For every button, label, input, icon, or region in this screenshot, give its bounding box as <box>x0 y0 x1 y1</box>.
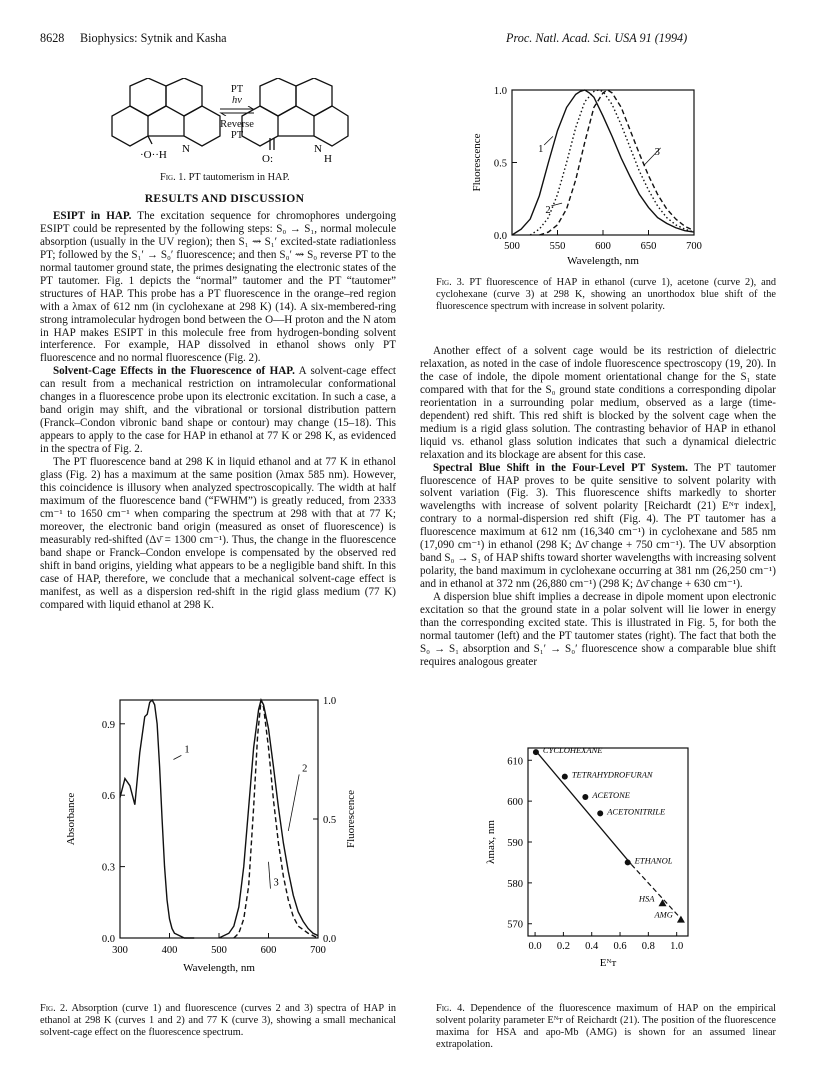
arrow-label-hv: hν <box>232 95 242 106</box>
x-tick-label: 700 <box>310 945 326 956</box>
paragraph-blue-shift-text: The PT tautomer fluorescence of HAP proves to be quite sensitive to solvent polarity with solvent variation (Fig. 3). This fluorescence shifts markedly to shorter wavelengths with increase of solvent polarity [Reichardt (21) Eᴺᴛ index], contrary to a normal-dispersion red shift (Fig. 4). The PT tautomer has a fluorescence maximum at 612 nm (16,340 cm⁻¹) in cyclohexane and 585 nm (17,090 cm⁻¹) in ethanol (298 K; Δν̄ change + 750 cm⁻¹). The UV absorption band S₀ → S₁ of HAP shifts toward shorter wavelengths with increasing solvent polarity, the band maximum in cyclohexane occurring at 381 nm (26,250 cm⁻¹) and in ethanol at 372 nm (26,880 cm⁻¹) (298 K; Δν̄ change + 630 cm⁻¹). <box>420 461 776 591</box>
x-tick-label: 650 <box>640 241 657 252</box>
x-tick-label: 600 <box>260 945 277 956</box>
series-curve-2 <box>530 90 694 235</box>
fig4-chart <box>478 740 698 985</box>
fig2-caption-label: Fig. 2. <box>40 1003 68 1014</box>
y-tick-label-right: 0.0 <box>323 934 337 945</box>
fig1-caption-label: Fig. 1. <box>160 172 186 183</box>
x-axis-label: Wavelength, nm <box>183 962 255 974</box>
series-curve-3 <box>539 90 694 235</box>
runin-esipt: ESIPT in HAP. <box>53 209 132 222</box>
paragraph-dispersion: A dispersion blue shift implies a decrease in dipole moment upon electronic excitation so that the ground state in a polar solvent will lie lower in energy than the corresponding excited state. This is illustrated in Fig. 5, for both the normal tautomer (left) and the PT tautomer states (right). The fact that both the S₀ → S₁ absorption and S₁′ → S₀′ fluorescence show a comparable blue shift requires analogous greater <box>420 591 776 668</box>
curve-label: 3 <box>273 877 279 889</box>
curve-leader <box>288 774 299 831</box>
x-tick-label: 0.2 <box>556 941 570 952</box>
y-axis-label-right: Fluorescence <box>345 789 357 849</box>
paragraph-esipt <box>40 210 396 365</box>
series-curve-1 <box>512 90 694 235</box>
ring-a <box>130 78 166 116</box>
curve-label: 2 <box>302 763 308 775</box>
x-tick-label: 1.0 <box>670 941 684 952</box>
label-h: H <box>324 153 332 165</box>
right-column <box>420 345 776 669</box>
y-tick-label-left: 0.3 <box>101 862 115 874</box>
fig1-caption <box>160 172 420 184</box>
y-axis-label: Fluorescence <box>471 133 483 192</box>
series-curve-1 <box>120 700 194 938</box>
data-point-amg <box>677 916 685 923</box>
curve-leader <box>544 136 553 145</box>
point-label: ETHANOL <box>634 855 673 866</box>
data-point-hsa <box>659 899 667 906</box>
fig4-caption-label: Fig. 4. <box>436 1003 465 1014</box>
curve-label: 3 <box>654 146 660 158</box>
point-label: TETRAHYDROFURAN <box>571 769 653 780</box>
x-tick-label: 500 <box>211 945 227 956</box>
x-tick-label: 300 <box>112 945 128 956</box>
section-heading: RESULTS AND DISCUSSION <box>144 192 305 205</box>
curve-label: 1 <box>184 744 190 756</box>
fig4-caption-text: Dependence of the fluorescence maximum of HAP on the empirical solvent polarity parameter Eᴺᴛ of Reichardt (21). The position of the fluorescence maxima for HSA and apo-Mb (AMG) is shown for an assumed linear extrapolation. <box>436 1003 777 1050</box>
fig3-caption-label: Fig. 3. <box>436 277 465 288</box>
data-point-cyclohexane <box>533 749 539 755</box>
paragraph-solvent-cage <box>40 365 396 456</box>
running-section: Biophysics: Sytnik and Kasha <box>80 31 227 45</box>
y-tick-label: 0.5 <box>493 158 507 170</box>
paragraph-solvent-cage-text: A solvent-cage effect can result from a mechanical restriction on intramolecular conformational changes in a fluorescence probe upon its electronic excitation. In such a case, a band origin may shift, and the vibrational or torsional distribution pattern (Franck–Condon vibronic band shape or contour) may change (15–18). This appears to apply to the case for HAP in ethanol at 77 K or 298 K, as evidenced in the spectra of Fig. 2. <box>40 365 396 456</box>
curve-leader <box>173 755 181 759</box>
label-o-h: ·O··H <box>140 149 167 161</box>
data-point-tetrahydrofuran <box>562 774 568 780</box>
data-point-ethanol <box>625 859 631 865</box>
ring-d <box>184 106 220 146</box>
data-point-acetonitrile <box>597 810 603 816</box>
fig4-caption <box>436 1003 776 1051</box>
paragraph-pt-band: The PT fluorescence band at 298 K in liquid ethanol and at 77 K in ethanol glass (Fig. 2) has a maximum at the same position (λmax 585 nm). However, this coincidence is illusory when analyzed spectroscopically. The width at half maximum of the fluorescence band (“FWHM”) is greatly reduced, from 2333 cm⁻¹ to 1650 cm⁻¹ when comparing the spectrum at 298 with that at 77 K; moreover, the electronic band origin (measured as onset of fluorescence) is measurably red-shifted (Δν̄ = 1300 cm⁻¹). Thus, the change in the fluorescence band shape or Franck–Condon envelope is compensated by the observed red shift in band origins, yielding what appears to be a negligible band shift. In this case of HAP, therefore, we conclude that a mechanical solvent-cage effect is manifest, as well as a dispersion red-shift in the rigid glass medium (77 K) compared with liquid ethanol at 298 K. <box>40 456 396 611</box>
curve-label: 2 <box>545 204 551 216</box>
arrow-label-pt2: PT <box>230 130 244 141</box>
y-axis-label: λmax, nm <box>485 820 497 864</box>
x-tick-label: 700 <box>686 241 702 252</box>
data-point-acetone <box>582 794 588 800</box>
y-tick-label: 570 <box>507 919 523 931</box>
fig3-caption <box>436 277 776 313</box>
x-tick-label: 400 <box>161 945 178 956</box>
left-column <box>40 193 396 612</box>
y-tick-label: 610 <box>507 756 523 768</box>
x-tick-label: 0.4 <box>585 941 599 952</box>
y-tick-label: 580 <box>507 878 523 890</box>
x-tick-label: 500 <box>504 241 520 252</box>
label-n: N <box>182 143 190 155</box>
y-axis-label-left: Absorbance <box>65 792 77 846</box>
page-number: 8628 <box>40 31 65 45</box>
journal-citation: Proc. Natl. Acad. Sci. USA 91 (1994) <box>506 31 688 45</box>
x-axis-label: Eᴺᴛ <box>599 957 617 969</box>
y-tick-label: 0.0 <box>493 231 507 242</box>
point-label: HSA <box>638 893 655 904</box>
curve-leader <box>269 862 271 889</box>
curve-label: 1 <box>538 144 544 155</box>
paragraph-dielectric: Another effect of a solvent cage would be its restriction of dielectric relaxation, as noted in the case of indole fluorescence spectroscopy (19, 20). In the case of indole, the dipole moment orientational change for the S₁ state compared with that for the S₀ ground state conditions a corresponding dipolar reorientation in a surrounding polar medium, observed as a large (time-dependent) red shift. This red shift is blocked by the solvent cage when the medium is a rigid glass solution. The contrasting behavior of HAP in ethanol liquid vs. ethanol glass solution indicates that such a dynamical dielectric relaxation and its blockage are absent for this case. <box>420 345 776 461</box>
paragraph-esipt-text: The excitation sequence for chromophores undergoing ESIPT could be represented by the following steps: S₀ → S₁, normal molecule absorption (usually in the UV region); then S₁ ⇝ S₁′ excited-state radiationless PT; followed by the S₁′ → S₀′ fluorescence; and then S₀′ ⇝ S₀ reverse PT to the normal tautomer ground state, the primes designating the electronic states of the PT tautomer. Fig. 1 depicts the “normal” tautomer and the PT “tautomer” structures of HAP. This probe has a PT fluorescence in the orange–red region with a λmax of 612 nm (in cyclohexane at 298 K) (14). A six-membered-ring strong intramolecular hydrogen bond between the O—H proton and the N atom in HAP makes ESIPT in this molecule free from hydrogen-bonding solvent interference. For example, HAP dissolved in ethanol shows only PT fluorescence and no normal fluorescence (Fig. 2). <box>40 209 396 365</box>
x-tick-label: 0.8 <box>641 941 655 952</box>
point-label: CYCLOHEXANE <box>542 745 603 756</box>
y-tick-label-right: 0.5 <box>323 815 337 826</box>
point-label: ACETONE <box>592 790 630 801</box>
x-tick-label: 0.0 <box>528 941 542 952</box>
ring-c <box>112 106 148 146</box>
plot-frame <box>512 90 694 235</box>
y-tick-label-left: 0.9 <box>101 719 115 731</box>
fig2-chart <box>60 692 380 987</box>
y-tick-label: 590 <box>507 838 523 849</box>
fig3-chart <box>466 80 706 270</box>
curve-leader <box>551 203 562 206</box>
x-tick-label: 550 <box>549 241 566 252</box>
plot-frame <box>120 700 318 938</box>
series-curve-3 <box>234 700 318 938</box>
fig2-caption <box>40 1003 396 1039</box>
fig2-caption-text: Absorption (curve 1) and fluorescence (curves 2 and 3) spectra of HAP in ethanol at 298 K (curves 1 and 2) and 77 K (curve 3), showing a small mechanical solvent-cage effect on the fluorescence spectrum. <box>40 1003 397 1038</box>
fig3-caption-text: PT fluorescence of HAP in ethanol (curve 1), acetone (curve 2), and cyclohexane (curve 3) at 298 K, showing an unorthodox blue shift of the fluorescence spectrum with increase in solvent polarity. <box>436 277 777 312</box>
point-label: ACETONITRILE <box>607 806 666 817</box>
y-tick-label-left: 0.0 <box>101 934 115 945</box>
y-tick-label-left: 0.6 <box>101 791 115 803</box>
arrow-label-reverse: Reverse <box>220 119 254 130</box>
equilibrium-arrows <box>218 106 256 116</box>
runin-blue-shift: Spectral Blue Shift in the Four-Level PT System. <box>433 461 688 474</box>
fig1-caption-text: PT tautomerism in HAP. <box>188 172 290 183</box>
y-tick-label: 1.0 <box>493 86 507 97</box>
label-n-h: N <box>314 143 322 155</box>
x-tick-label: 0.6 <box>613 941 627 952</box>
y-tick-label-right: 1.0 <box>323 696 337 707</box>
arrow-label-pt: PT <box>230 84 244 95</box>
series-curve-2 <box>219 700 318 938</box>
point-label: AMG <box>654 909 673 920</box>
paragraph-blue-shift <box>420 462 776 592</box>
x-tick-label: 600 <box>595 241 611 252</box>
y-tick-label: 600 <box>507 797 523 809</box>
fig1-arrow-block <box>218 84 256 141</box>
x-axis-label: Wavelength, nm <box>567 255 639 267</box>
runin-solvent-cage: Solvent-Cage Effects in the Fluorescence of HAP. <box>53 365 295 378</box>
ring-b <box>166 78 202 116</box>
label-o: O: <box>262 153 273 165</box>
